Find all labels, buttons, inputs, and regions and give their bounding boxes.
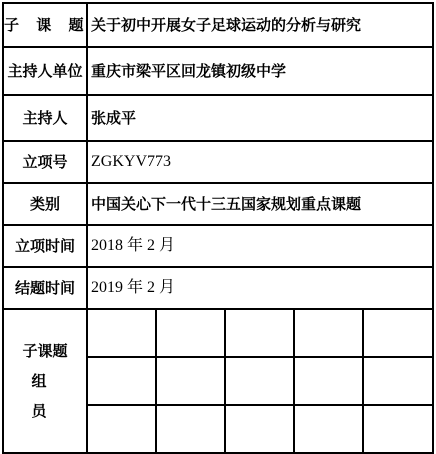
row-subtopic — [3, 3, 433, 47]
host-unit-label: 主持人单位 — [3, 47, 87, 95]
row-start-date — [3, 225, 433, 267]
row-host-unit — [3, 47, 433, 95]
category-value: 中国关心下一代十三五国家规划重点课题 — [87, 183, 433, 225]
start-date-value: 2018 年 2 月 — [87, 225, 433, 267]
member-cell — [225, 357, 294, 405]
member-cell — [156, 405, 225, 453]
member-cell — [294, 405, 363, 453]
member-cell — [87, 357, 156, 405]
member-cell — [225, 405, 294, 453]
row-category — [3, 183, 433, 225]
subtopic-label: 子 课 题 — [3, 3, 87, 47]
host-value: 张成平 — [87, 95, 433, 141]
member-cell — [87, 309, 156, 357]
project-number-label: 立项号 — [3, 141, 87, 183]
category-label: 类别 — [3, 183, 87, 225]
members-label-line2: 组 员 — [31, 372, 65, 420]
end-date-label: 结题时间 — [3, 267, 87, 309]
member-cell — [156, 357, 225, 405]
members-row-1 — [3, 309, 433, 357]
start-date-label: 立项时间 — [3, 225, 87, 267]
members-label — [3, 309, 87, 453]
host-unit-value: 重庆市梁平区回龙镇初级中学 — [87, 47, 433, 95]
member-cell — [156, 309, 225, 357]
project-info-form — [2, 2, 434, 454]
subtopic-value: 关于初中开展女子足球运动的分析与研究 — [87, 3, 433, 47]
row-host — [3, 95, 433, 141]
project-number-value: ZGKYV773 — [87, 141, 433, 183]
member-cell — [294, 309, 363, 357]
member-cell — [294, 357, 363, 405]
host-label: 主持人 — [3, 95, 87, 141]
end-date-value: 2019 年 2 月 — [87, 267, 433, 309]
member-cell — [225, 309, 294, 357]
row-end-date — [3, 267, 433, 309]
members-label-line1: 子课题 — [22, 342, 68, 360]
member-cell — [363, 405, 433, 453]
member-cell — [363, 309, 433, 357]
member-cell — [87, 405, 156, 453]
member-cell — [363, 357, 433, 405]
row-project-number — [3, 141, 433, 183]
